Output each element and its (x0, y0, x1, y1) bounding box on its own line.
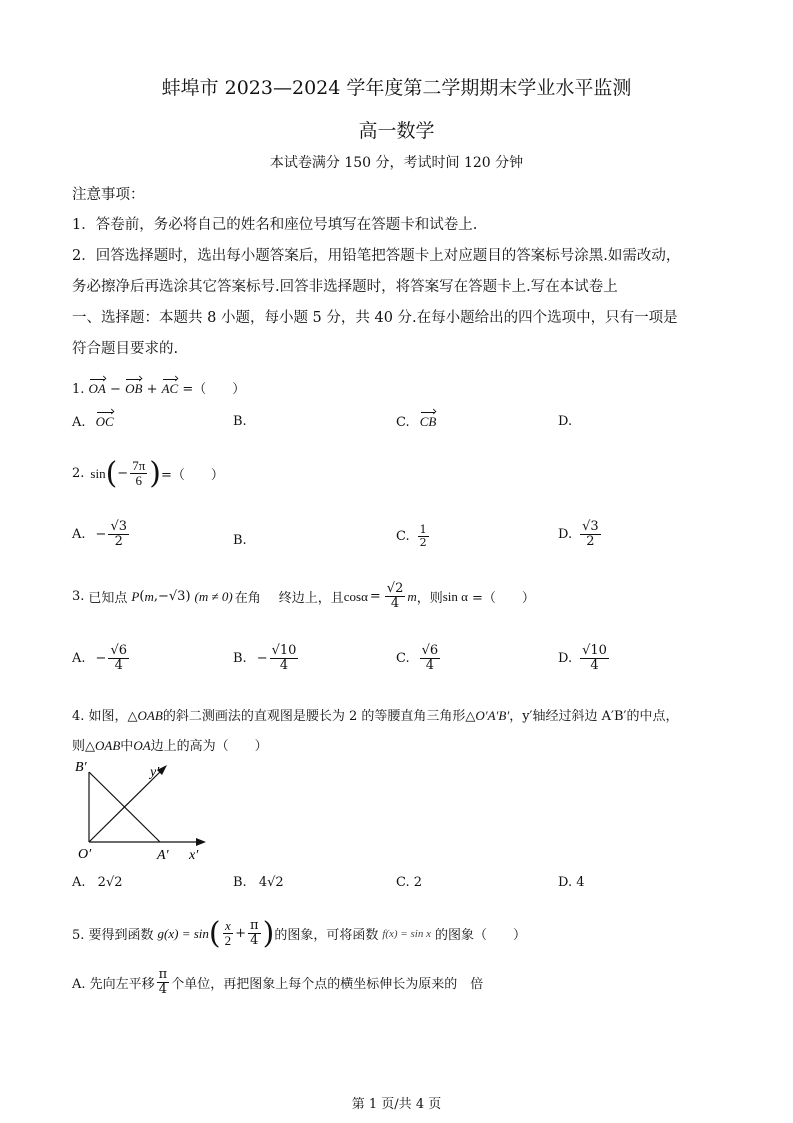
denominator: 4 (158, 982, 168, 998)
fraction (418, 524, 429, 549)
minus-sign: − (117, 466, 129, 481)
q4-figure (72, 758, 222, 868)
label-o: O′ (78, 847, 92, 862)
fraction-pi-4 (248, 919, 261, 949)
numerator: √6 (110, 643, 127, 658)
exam-info: 本试卷满分 150 分，考试时间 120 分钟 (269, 155, 524, 171)
option-label: C. (396, 529, 410, 545)
text: 终边上，且 (278, 591, 344, 607)
q5-option-a (72, 968, 483, 998)
plus-sign: + (235, 926, 247, 941)
option-value: 4√2 (258, 875, 284, 890)
numerator: √2 (386, 581, 404, 596)
section-heading-line-2: 符合题目要求的. (72, 341, 179, 357)
numerator: 7π (132, 457, 146, 473)
text: 个单位，再把图象上每个点的横坐标伸长为原来的 倍 (171, 977, 484, 993)
left-paren: ( (105, 456, 118, 491)
denominator: 6 (135, 473, 142, 488)
denominator: 2 (224, 933, 232, 948)
x-axis-arrow-icon (196, 838, 206, 846)
option-label: C. (396, 651, 410, 667)
op-plus: + (146, 382, 158, 397)
question-4-line-2 (72, 735, 268, 754)
text: 在角 (234, 591, 261, 607)
minus-sign: − (256, 651, 268, 667)
numerator: π (158, 967, 168, 982)
text: 中 (120, 739, 134, 754)
q2-option-b: B. (233, 533, 247, 548)
note-1: 1．答卷前，务必将自己的姓名和座位号填写在答题卡和试卷上. (72, 217, 478, 233)
question-2-number: 2. (72, 466, 85, 481)
option-label: A. (72, 875, 86, 890)
option-label: B. (233, 651, 247, 667)
q3-option-a (72, 644, 131, 674)
fraction (385, 582, 406, 612)
sqrt-3: √3 (168, 589, 186, 605)
numerator: √3 (582, 519, 599, 534)
numerator: x (225, 917, 231, 933)
vector-oa: OA (88, 381, 106, 396)
text: 4. 如图， (72, 709, 128, 724)
equals: = (369, 589, 381, 605)
q3-option-c (396, 644, 442, 674)
q3-option-d (558, 644, 611, 674)
vector-ac: AC (161, 381, 179, 396)
denominator: 4 (279, 658, 289, 674)
text: ，y′轴经过斜边 A′B′的中点， (509, 709, 679, 724)
numerator: √3 (110, 519, 127, 534)
q2-option-a (72, 520, 131, 550)
label-b: B′ (75, 760, 87, 775)
option-value: 2√2 (97, 875, 123, 890)
fraction (108, 520, 129, 550)
op-minus: − (110, 382, 121, 397)
option-label: A. (72, 415, 86, 430)
text: 的图象（ ） (435, 928, 527, 943)
denominator: 4 (114, 658, 123, 674)
text: 5. 要得到函数 (72, 928, 154, 943)
triangle-oab-prime: △O′A′B′ (465, 708, 510, 723)
q4-option-d: D. 4 (558, 875, 585, 890)
option-label: B. (233, 875, 247, 890)
fraction (580, 644, 609, 674)
label-x: x′ (189, 848, 199, 863)
denominator: 4 (590, 658, 599, 674)
denominator: 4 (390, 596, 400, 612)
option-label: C. (396, 415, 410, 430)
numerator: √10 (582, 643, 607, 658)
text: 的斜二测画法的直观图是腰长为 2 的等腰直角三角形 (162, 709, 466, 724)
page-footer: 第 1 页/共 4 页 (351, 1097, 442, 1112)
question-1-tail: =（ ） (182, 382, 246, 397)
text: 已知点 (88, 591, 128, 607)
note-2-line-1: 2．回答选择题时，选出每小题答案后，用铅笔把答题卡上对应题目的答案标号涂黑.如需改动， (72, 248, 681, 264)
question-4-line-1 (72, 705, 678, 724)
triangle-oab: △OAB (127, 708, 163, 723)
q4-option-b (233, 875, 284, 890)
question-3 (72, 582, 535, 612)
q3-option-b (233, 644, 300, 674)
denominator: 4 (250, 933, 259, 948)
vector-oc: OC (95, 414, 114, 429)
var-m: m (144, 588, 154, 604)
q4-option-c: C. 2 (396, 875, 423, 890)
denominator: 2 (586, 534, 595, 550)
note-2-line-2: 务必擦净后再选涂其它答案标号.回答非选择题时，将答案写在答题卡上.写在本试卷上 (72, 279, 618, 295)
q1-option-d: D. (558, 414, 573, 429)
label-y: y′ (150, 765, 160, 780)
fraction-x-2 (223, 919, 234, 949)
minus-sign: − (95, 527, 107, 543)
text: 边上的高为（ ） (150, 739, 268, 754)
vector-cb: CB (419, 414, 437, 429)
right-paren: ) (262, 916, 275, 951)
fraction (420, 644, 441, 674)
condition: (m ≠ 0) (194, 588, 233, 604)
q1-option-b: B. (233, 414, 247, 429)
option-label: A. (72, 651, 86, 667)
text: 的图象，可将函数 (274, 928, 379, 943)
question-3-number: 3. (72, 589, 85, 605)
denominator: 4 (425, 658, 435, 674)
function-g: g(x) = sin (157, 925, 209, 941)
numerator: √10 (271, 643, 297, 658)
denominator: 2 (419, 536, 427, 550)
sin-function: sin (90, 465, 106, 481)
question-1-number: 1. (72, 382, 85, 397)
fraction (270, 644, 299, 674)
triangle-oab: △OAB (85, 738, 121, 753)
comma: ,− (153, 589, 169, 605)
segment-oa: OA (133, 738, 151, 753)
sin-alpha: sin α (442, 588, 468, 604)
q2-option-c (396, 524, 431, 549)
fraction-7pi-6 (130, 459, 147, 489)
vector-ob: OB (125, 381, 143, 396)
right-paren: ) (149, 456, 161, 491)
cos-alpha: cosα (343, 588, 368, 604)
question-5 (72, 916, 526, 951)
fraction (580, 520, 601, 550)
label-a: A′ (157, 848, 169, 863)
q2-option-d (558, 520, 603, 550)
fraction (108, 644, 129, 674)
exam-subtitle: 高一数学 (358, 120, 435, 142)
question-2 (72, 456, 224, 491)
option-label: A. (72, 527, 86, 543)
minus-sign: − (95, 651, 107, 667)
numerator: √6 (421, 643, 439, 658)
q1-option-c (396, 414, 436, 430)
q4-option-a (72, 875, 123, 890)
fraction-pi-4 (157, 968, 170, 998)
section-heading-line-1: 一、选择题：本题共 8 小题，每小题 5 分，共 40 分.在每小题给出的四个选项中，只有一项是 (72, 310, 678, 326)
numerator: 1 (419, 523, 427, 536)
option-label: D. (558, 527, 573, 543)
paren: ) (185, 589, 191, 605)
left-paren: ( (208, 916, 221, 951)
denominator: 2 (114, 534, 123, 550)
function-f: f(x) = sin x (382, 927, 431, 940)
exam-title: 蚌埠市 2023—2024 学年度第二学期期末学业水平监测 (161, 77, 632, 99)
question-1 (72, 378, 245, 397)
q1-option-a (72, 414, 114, 430)
text: 则 (72, 739, 86, 754)
notes-heading: 注意事项： (72, 187, 145, 203)
option-label: D. (558, 651, 573, 667)
question-2-tail: =（ ） (161, 468, 224, 483)
point-p: P (131, 588, 140, 604)
question-3-tail: =（ ） (471, 591, 535, 607)
var-m: m (407, 588, 417, 604)
numerator: π (250, 917, 259, 933)
text: A. 先向左平移 (72, 977, 155, 993)
text: ，则 (416, 591, 443, 607)
paren: ( (139, 589, 145, 605)
